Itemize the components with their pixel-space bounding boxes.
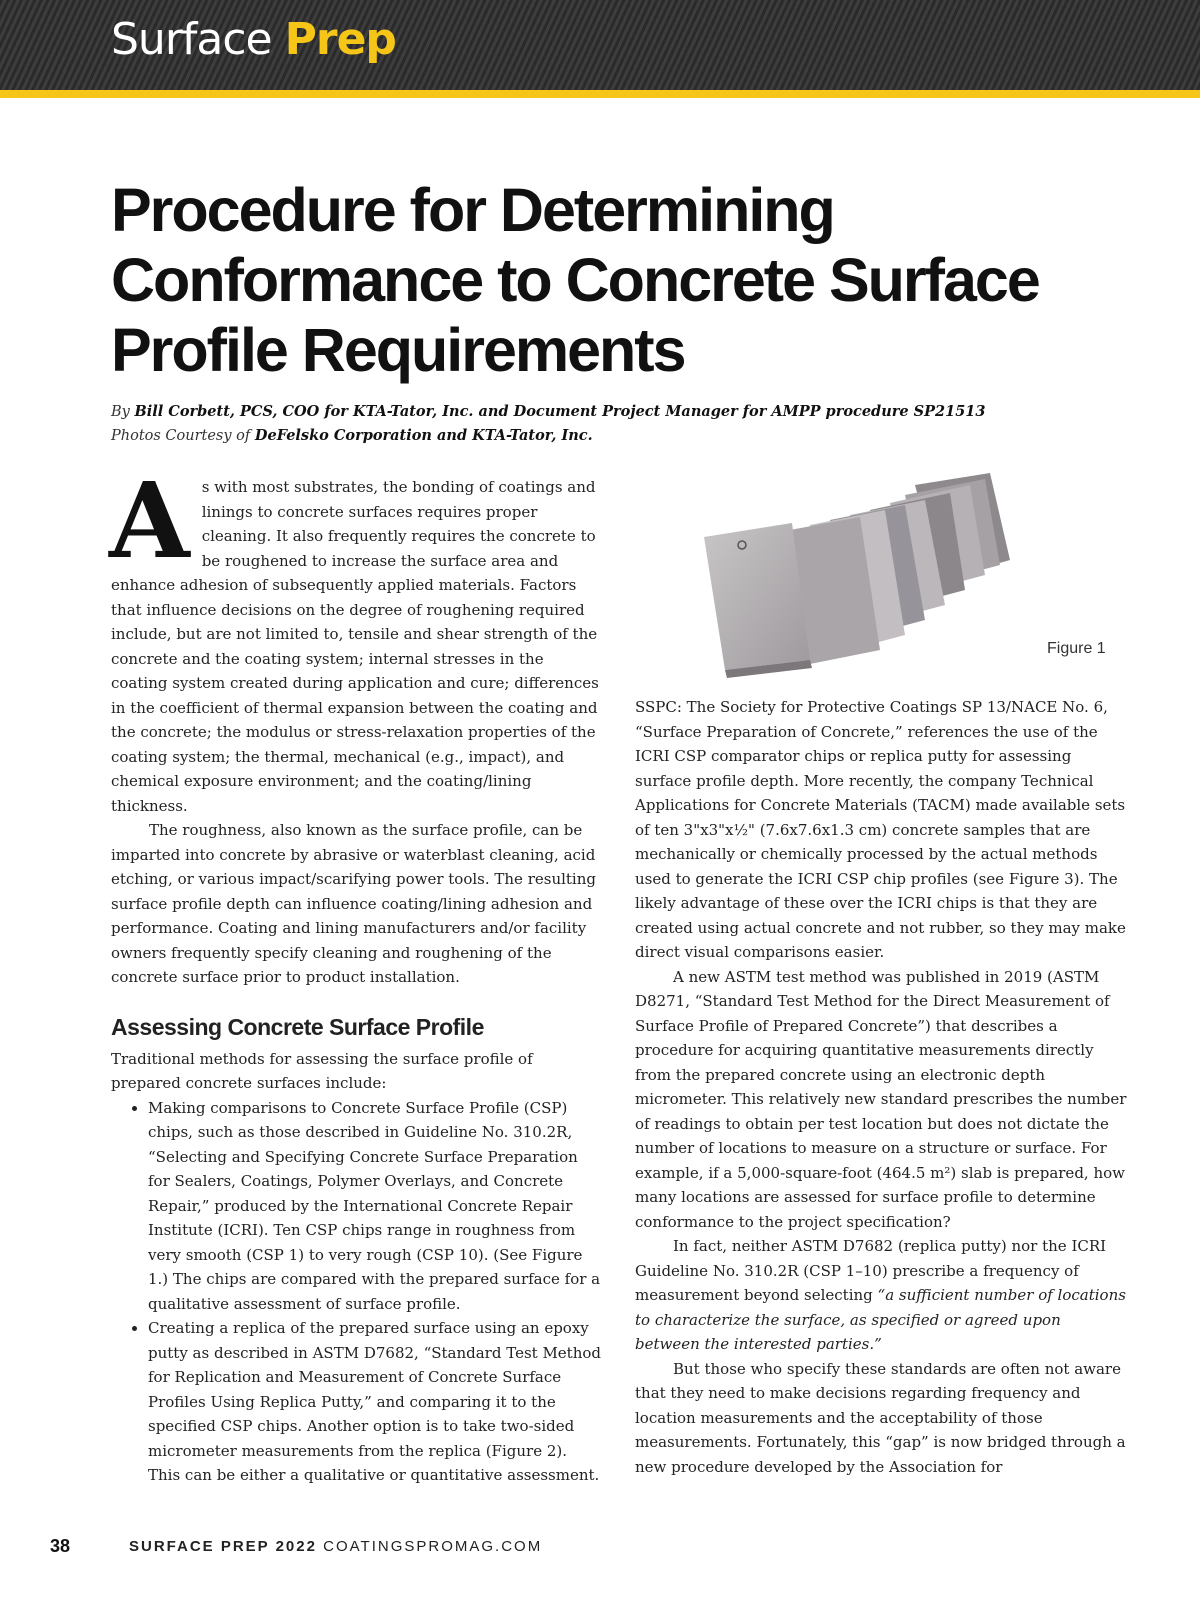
page-number: 38 [50, 1536, 71, 1556]
chip-stack-back [790, 473, 1010, 665]
right-column [635, 695, 1130, 1479]
figure-caption: Figure 1 [1047, 640, 1106, 657]
section-title-bold: Prep [284, 14, 396, 65]
section-title [111, 14, 396, 65]
photo-credit-line [111, 424, 1111, 448]
list-item: • Making comparisons to Concrete Surface Profile (CSP) chips, such as those described in Guideline No. 310.2R, “Selecting and Specifying Concrete Surface Preparation for Sealers, Coatings, Polymer Overlays, and Concrete Repair,” produced by the International Concrete Repair Institute (ICRI). Ten CSP chips range in roughness from very smooth (CSP 1) to very rough (CSP 10). (See Figure 1.) The chips are compared with the prepared surface for a qualitative assessment of surface profile. [148, 1096, 601, 1317]
article-title: Procedure for Determining Conformance to Concrete Surface Profile Requirements [111, 176, 1039, 384]
footer-issue: SURFACE PREP 2022 [129, 1538, 317, 1555]
header-stripe [0, 90, 1200, 98]
intro-paragraph [109, 459, 601, 818]
roughness-paragraph: The roughness, also known as the surface profile, can be imparted into concrete by abrasive or waterblast cleaning, acid etching, or various impact/scarifying power tools. The resulting surface profile depth can influence coating/lining adhesion and performance. Coating and lining manufacturers and/or facility owners frequently specify cleaning and roughening of the concrete surface prior to product installation. [111, 821, 596, 986]
frequency-quote: “a sufficient number of locations to characterize the surface, as specified or agreed upon between the interested parties.” [635, 1286, 1126, 1353]
section-title-light: Surface [111, 14, 272, 65]
frequency-paragraph [635, 1234, 1130, 1357]
section-subhead: Assessing Concrete Surface Profile [111, 1013, 484, 1040]
frequency-text: In fact, neither ASTM D7682 (replica putty) nor the ICRI Guideline No. 310.2R (CSP 1–10) prescribe a frequency of measurement beyond selecting [635, 1237, 1107, 1304]
sspc-paragraph: SSPC: The Society for Protective Coatings SP 13/NACE No. 6, “Surface Preparation of Concrete,” references the use of the ICRI CSP comparator chips or replica putty for assessing surface profile depth. More recently, the company Technical Applications for Concrete Materials (TACM) made available sets of ten 3"x3"x½" (7.6x7.6x1.3 cm) concrete samples that are mechanically or chemically processed by the actual methods used to generate the ICRI CSP chip profiles (see Figure 3). The likely advantage of these over the ICRI chips is that they are created using actual concrete and not rubber, so they may make direct visual comparisons easier. [635, 698, 1126, 961]
footer-site: COATINGSPROMAG.COM [323, 1538, 543, 1555]
left-column [109, 459, 601, 1488]
author-line [111, 400, 1111, 424]
methods-intro-paragraph: Traditional methods for assessing the surface profile of prepared concrete surfaces include: [111, 1049, 533, 1092]
photos-credit: DeFelsko Corporation and KTA-Tator, Inc. [254, 427, 593, 444]
byline [111, 400, 1111, 448]
drop-cap: A [109, 459, 190, 582]
byline-prefix: By [111, 404, 130, 420]
gap-paragraph: But those who specify these standards are often not aware that they need to make decisions regarding frequency and location measurements and the acceptability of those measurements. Fortunately, this “gap” is now bridged through a new procedure developed by the Association for [635, 1359, 1126, 1476]
photos-prefix: Photos Courtesy of [111, 428, 251, 444]
methods-list [111, 1096, 601, 1488]
byline-author: Bill Corbett, PCS, COO for KTA-Tator, Inc. and Document Project Manager for AMPP procedure SP21513 [134, 403, 986, 420]
list-item: • Creating a replica of the prepared surface using an epoxy putty as described in ASTM D7682, “Standard Test Method for Replication and Measurement of Concrete Surface Profiles Using Replica Putty,” and comparing it to the specified CSP chips. Another option is to take two-sided micrometer measurements from the replica (Figure 2). This can be either a qualitative or quantitative assessment. [148, 1316, 601, 1488]
header-banner [0, 0, 1200, 90]
astm-paragraph: A new ASTM test method was published in 2019 (ASTM D8271, “Standard Test Method for the Direct Measurement of Surface Profile of Prepared Concrete”) that describes a procedure for acquiring quantitative measurements directly from the prepared concrete using an electronic depth micrometer. This relatively new standard prescribes the number of readings to obtain per test location but does not dictate the number of locations to measure on a structure or surface. For example, if a 5,000-square-foot (464.5 m²) slab is prepared, how many locations are assessed for surface profile to determine conformance to the project specification? [635, 967, 1127, 1231]
footer-publication [129, 1538, 542, 1555]
intro-text: s with most substrates, the bonding of coatings and linings to concrete surfaces requires proper cleaning. It also frequently requires the concrete to be roughened to increase the surface area and enhance adhesion of subsequently applied materials. Factors that influence decisions on the degree of roughening required include, but are not limited to, tensile and shear strength of the concrete and the coating system; internal stresses in the coating system created during application and cure; differences in the coefficient of thermal expansion between the coating and the concrete; the modulus or stress-relaxation properties of the coating system; the thermal, mechanical (e.g., impact), and chemical exposure environment; and the coating/lining thickness. [111, 478, 599, 815]
